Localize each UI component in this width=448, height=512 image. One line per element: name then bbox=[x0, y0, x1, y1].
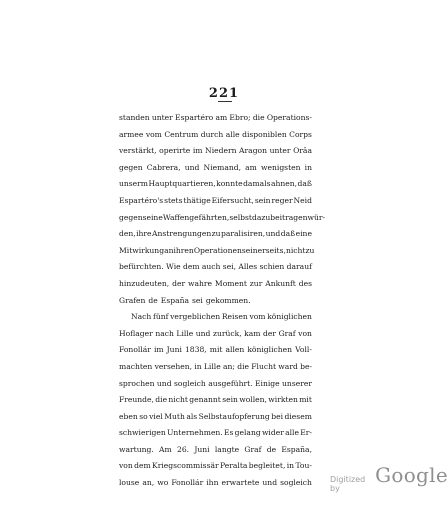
text-line: Fonollár im Juni 1838, mit allen königlichen Voll- bbox=[119, 345, 312, 355]
text-line: schwierigen Unternehmen. Es gelang wider alle Er- bbox=[119, 428, 312, 438]
text-line: unserm Hauptquartieren, konnte damals ahnen, daß bbox=[119, 179, 312, 189]
text-line: Freunde, die nicht genannt sein wollen, wirkten mit bbox=[119, 395, 312, 405]
watermark-brand: Google bbox=[375, 463, 448, 487]
text-line: den, ihre Anstrengungen zu paralisiren, und daß eine bbox=[119, 229, 312, 239]
text-line: gegen Cabrera, und Niemand, am wenigsten in bbox=[119, 162, 312, 172]
text-line: sprochen und sogleich ausgeführt. Einige unserer bbox=[119, 378, 312, 388]
text-line: Hoflager nach Lille und zurück, kam der Graf von bbox=[119, 328, 312, 338]
text-line: Espartéro's stets thätige Eifersucht, sein reger Neid bbox=[119, 195, 312, 205]
text-line: gegen seine Waffengefährten, selbst dazu beitragen wür- bbox=[119, 212, 326, 222]
text-block bbox=[119, 110, 326, 492]
text-line: armee vom Centrum durch alle disponiblen Corps bbox=[119, 129, 312, 139]
text-line: Mitwirkung an ihren Operationen seinerseits, nicht zu bbox=[119, 245, 315, 255]
header-rule bbox=[218, 101, 232, 102]
text-line: eben so viel Muth als Selbstaufopferung bei diesem bbox=[119, 411, 312, 421]
text-line: verstärkt, operirte im Niedern Aragon unter Orâa bbox=[119, 146, 312, 156]
text-line: von dem Kriegscommissär Peralta begleitet, in Tou- bbox=[119, 461, 312, 471]
text-line: standen unter Espartéro am Ebro; die Operations- bbox=[119, 113, 312, 122]
text-line: Grafen de España sei gekommen. bbox=[119, 295, 251, 305]
digitized-watermark bbox=[330, 463, 448, 493]
text-line: befürchten. Wie dem auch sei, Alles schien darauf bbox=[119, 262, 312, 272]
text-line: machten versehen, in Lille an; die Flucht ward be- bbox=[119, 361, 312, 371]
text-line: louse an, wo Fonollár ihn erwartete und sogleich bbox=[119, 478, 312, 488]
watermark-prefix: Digitized by bbox=[330, 475, 366, 493]
text-line: hinzudeuten, der wahre Moment zur Ankunft des bbox=[119, 278, 312, 288]
text-line: Nach fünf vergeblichen Reisen vom königlichen bbox=[131, 312, 312, 322]
page-number: 221 bbox=[208, 86, 240, 101]
text-line: wartung. Am 26. Juni langte Graf de España, bbox=[119, 444, 312, 454]
